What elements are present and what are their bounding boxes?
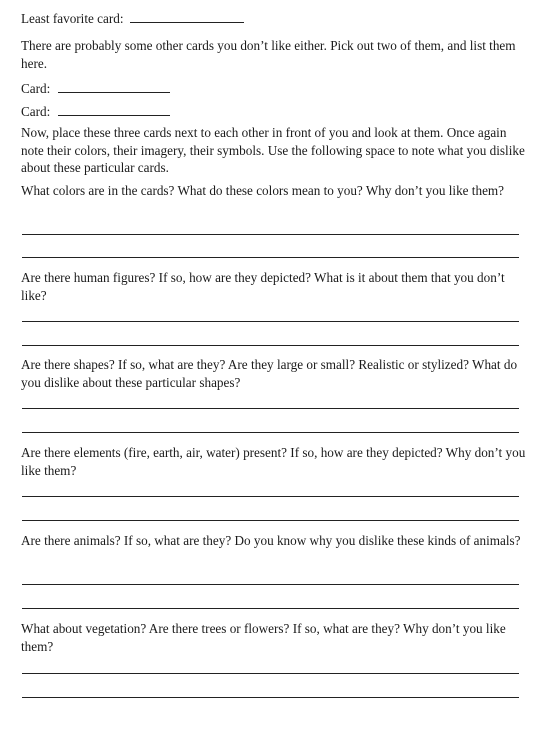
answer-line[interactable] [22,496,519,497]
answer-line[interactable] [22,408,519,409]
card-label: Card: [21,81,51,96]
answer-line[interactable] [22,257,519,258]
answer-line[interactable] [22,345,519,346]
card-row-1 [21,80,170,98]
question-shapes: Are there shapes? If so, what are they? Are they large or small? Realistic or stylized? What do you dislike about these particular shapes? [21,357,518,390]
least-favorite-label: Least favorite card: [21,11,124,26]
card-label: Card: [21,104,51,119]
answer-line[interactable] [22,234,519,235]
question-human-figures: Are there human figures? If so, how are they depicted? What is it about them that you don’t like? [21,270,505,303]
intro-text: There are probably some other cards you don’t like either. Pick out two of them, and list them here. [21,38,516,71]
instructions-text: Now, place these three cards next to each other in front of you and look at them. Once again note their colors, their imagery, their symbols. Use the following space to note what you dislike about these particular cards. [21,125,525,175]
answer-line[interactable] [22,584,519,585]
answer-line[interactable] [22,673,519,674]
answer-line[interactable] [22,321,519,322]
answer-line[interactable] [22,520,519,521]
least-favorite-row [21,10,244,28]
question-animals: Are there animals? If so, what are they? Do you know why you dislike these kinds of animals? [21,533,521,548]
answer-line[interactable] [22,432,519,433]
question-elements: Are there elements (fire, earth, air, water) present? If so, how are they depicted? Why don’t you like them? [21,445,526,478]
card-blank-1[interactable] [58,80,170,93]
card-row-2 [21,103,170,121]
answer-line[interactable] [22,697,519,698]
question-vegetation: What about vegetation? Are there trees or flowers? If so, what are they? Why don’t you like them? [21,621,506,654]
least-favorite-blank[interactable] [130,10,244,23]
question-colors: What colors are in the cards? What do these colors mean to you? Why don’t you like them? [21,183,505,198]
card-blank-2[interactable] [58,103,170,116]
answer-line[interactable] [22,608,519,609]
